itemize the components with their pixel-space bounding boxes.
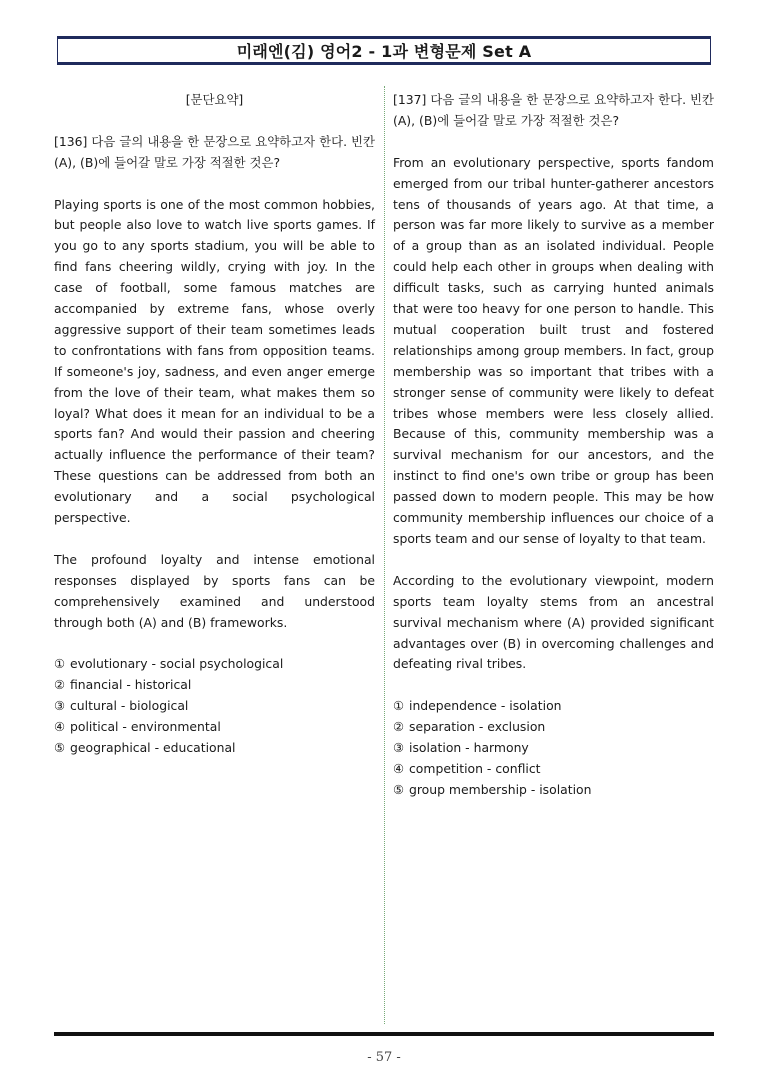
choice-item[interactable]: ① evolutionary - social psychological (54, 656, 284, 672)
choice-item[interactable]: ① independence - isolation (393, 698, 562, 714)
footer-rule (54, 1032, 714, 1036)
summary-136: The profound loyalty and intense emotional responses displayed by sports fans can be comprehensively examined and understood through both (A) and (B) frameworks. (54, 551, 375, 630)
passage-136: Playing sports is one of the most common hobbies, but people also love to watch live sports games. If you go to any sports stadium, you will be able to find fans cheering wildly, crying with joy. In the case of football, some famous matches are accompanied by extreme fans, whose overly aggressive support of their team sometimes leads to confrontations with fans from opposition teams. If someone's joy, sadness, and even anger emerge from the love of their team, what makes them so loyal? What does it mean for an individual to be a sports fan? And would their passion and cheering actually influence the performance of their team? These questions can be addressed from both an evolutionary and a social psychological perspective. (54, 196, 375, 526)
choice-item[interactable]: ③ isolation - harmony (393, 740, 529, 756)
passage-137: From an evolutionary perspective, sports fandom emerged from our tribal hunter-gatherer ancestors tens of thousands of years ago. At that time, a person was far more likely to survive as a member of a group than as an isolated individual. People could help each other in groups when dealing with difficult tasks, such as carrying hunted animals that were too heavy for one person to handle. This mutual cooperation built trust and fostered relationships among group members. In fact, group membership was so important that tribes with a stronger sense of community were likely to defeat tribes whose members were less closely allied. Because of this, community membership was a survival mechanism for our ancestors, and the instinct to find one's own tribe or group has been passed down to modern people. This may be how community membership influences our choice of a sports team and our sense of loyalty to that team. (393, 154, 714, 547)
choices-137 (393, 696, 714, 801)
summary-137: According to the evolutionary viewpoint, modern sports team loyalty stems from an ancestral survival mechanism where (A) provided significant advantages over (B) in overcoming challenges and defeating rival tribes. (393, 572, 714, 672)
choice-item[interactable]: ④ political - environmental (54, 719, 221, 735)
left-column (54, 90, 375, 759)
choice-item[interactable]: ② separation - exclusion (393, 719, 546, 735)
page-title: 미래엔(김) 영어2 - 1과 변형문제 Set A (236, 42, 532, 61)
column-divider (384, 86, 385, 1024)
question-137: [137] 다음 글의 내용을 한 문장으로 요약하고자 한다. 빈칸 (A), (B)에 들어갈 말로 가장 적절한 것은? (393, 92, 714, 128)
choice-item[interactable]: ⑤ group membership - isolation (393, 781, 592, 797)
choice-item[interactable]: ⑤ geographical - educational (54, 740, 236, 756)
section-label: [문단요약] (185, 92, 244, 107)
question-136: [136] 다음 글의 내용을 한 문장으로 요약하고자 한다. 빈칸 (A), (B)에 들어갈 말로 가장 적절한 것은? (54, 133, 375, 170)
choices-136 (54, 654, 375, 759)
choice-item[interactable]: ② financial - historical (54, 677, 192, 693)
page-header (57, 36, 711, 65)
right-column (393, 90, 714, 801)
page-number: - 57 - (367, 1050, 401, 1065)
choice-item[interactable]: ③ cultural - biological (54, 698, 189, 714)
choice-item[interactable]: ④ competition - conflict (393, 760, 541, 776)
